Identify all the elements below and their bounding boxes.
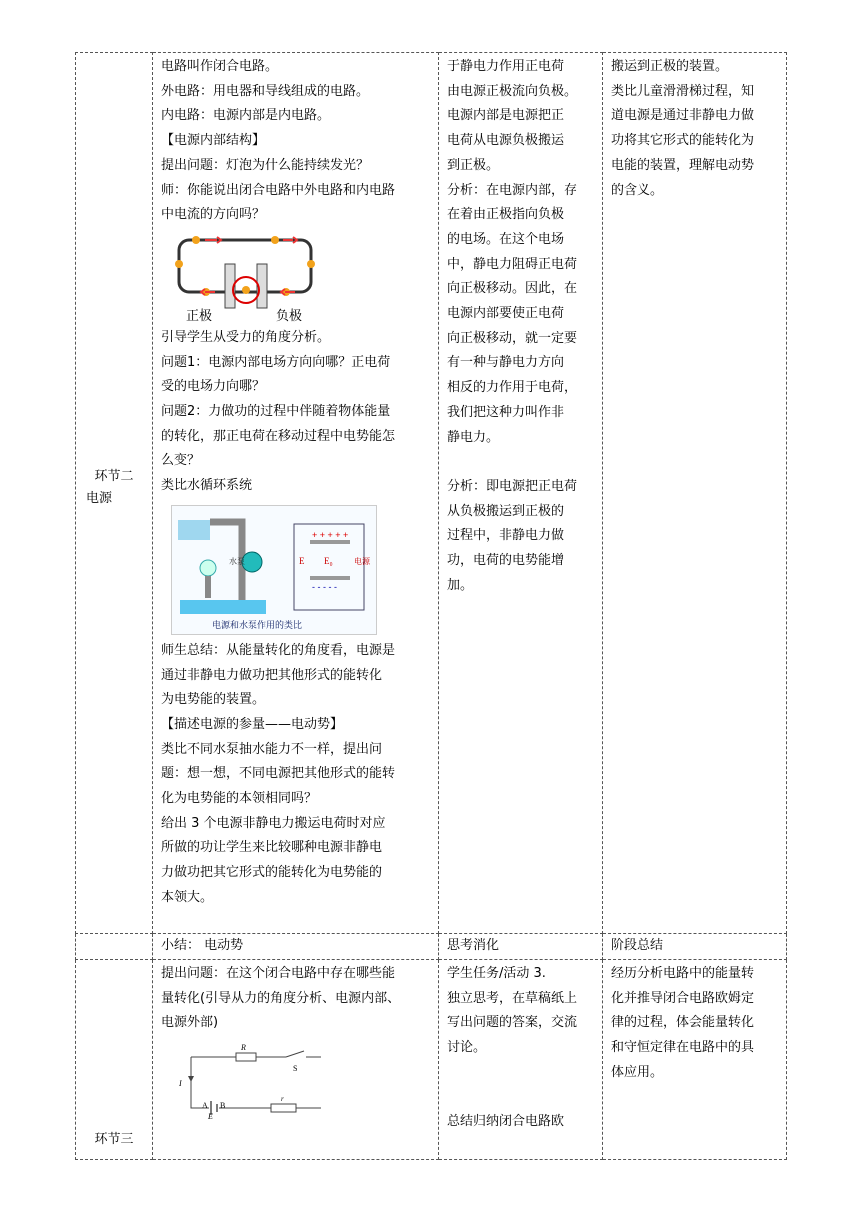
design-intent-cell [603,53,787,934]
student-line: 中，静电力阻碍正电荷 [447,256,578,272]
analogy-caption: 电源和水泵作用的类比 [212,619,303,630]
stage-label: 环节二 [94,469,134,484]
student-line: 在着由正极指向负极 [447,207,565,223]
student-line: 过程中，非静电力做 [447,528,565,544]
student-line: 学生任务/活动 3. [447,966,546,981]
stage-cell-2 [76,53,153,934]
student-line: 我们把这种力叫作非 [447,404,565,420]
teacher-line: 中电流的方向吗？ [161,207,266,223]
stage-cell-3 [76,960,153,1160]
intent-line: 和守恒定律在电路中的具 [611,1040,755,1056]
stage-summary-cell: 阶段总结 [603,934,787,960]
student-line: 电源内部是电源把正 [447,108,565,124]
teacher-line: 所做的功让学生来比较哪种电源非静电 [161,840,383,856]
teacher-line: 给出 3 个电源非静电力搬运电荷时对应 [161,815,386,831]
pump-label: 水泵 [229,556,245,566]
student-line: 相反的力作用于电荷， [447,380,578,396]
teacher-activity-cell [153,53,439,934]
teacher-line: 电源外部) [161,1015,219,1031]
teacher-line: 力做功把其它形式的能转化为电势能的 [161,865,383,881]
terminal-a-label: A [202,1101,208,1111]
teacher-text-c [161,639,432,911]
student-line: 向正极移动。因此，在 [447,281,578,297]
teacher-line: 外电路：用电器和导线组成的电路。 [161,83,370,99]
teacher-text-b [161,326,432,499]
field-e-label: E [299,555,305,566]
source-label: 电源 [354,556,370,566]
student-activity-cell-3 [439,960,603,1160]
teacher-line: 内电路：电源内部是内电路。 [161,108,331,124]
teacher-line: 师生总结：从能量转化的角度看，电源是 [161,642,396,658]
stage-label-3: 环节三 [94,1132,134,1148]
student-line: 分析：即电源把正电荷 [447,478,578,494]
intent-line: 的含义。 [611,182,664,198]
teacher-line: 师：你能说出闭合电路中外电路和内电路 [161,182,396,198]
student-line: 加。 [447,577,474,593]
student-line [447,450,596,475]
teacher-line: 通过非静电力做功把其他形式的能转化 [161,667,383,683]
student-line: 到正极。 [447,157,500,173]
student-line: 电源内部要使正电荷 [447,306,565,322]
student-line: 分析：在电源内部，存 [447,182,578,198]
emf-label: E [208,1112,213,1121]
intent-line: 体应用。 [611,1064,664,1080]
battery-circuit-figure [171,234,321,322]
teacher-line: 引导学生从受力的角度分析。 [161,329,331,345]
teacher-line: 提出问题：在这个闭合电路中存在哪些能 [161,966,396,981]
current-label: I [179,1079,182,1089]
intent-line: 电能的装置，理解电动势 [611,157,755,173]
student-tail-text: 总结归纳闭合电路欧 [447,1113,565,1129]
student-line: 从负极搬运到正极的 [447,503,565,519]
stage-cell-empty [76,934,153,960]
closed-circuit-figure [171,1042,321,1120]
teacher-line: 的转化，那正电荷在移动过程中电势能怎 [161,428,396,444]
student-line: 由电源正极流向负极。 [447,83,578,99]
teacher-line: 问题1：电源内部电场方向向哪？正电荷 [161,354,391,370]
intent-line: 搬运到正极的装置。 [611,59,729,74]
terminal-b-label: B [220,1101,226,1111]
student-line: 写出问题的答案，交流 [447,1015,578,1031]
teacher-line: 类比水循环系统 [161,478,253,494]
teacher-line: 为电势能的装置。 [161,692,266,708]
student-activity-cell [439,53,603,934]
svg-text:+ + + + +: + + + + + [312,529,349,540]
teacher-line: 提出问题：灯泡为什么能持续发光？ [161,157,370,173]
intent-line: 律的过程，体会能量转化 [611,1015,755,1031]
teacher-line: 量转化(引导从力的角度分析、电源内部、 [161,990,401,1006]
field-e0-label: E₀ [324,555,333,566]
digest-cell: 思考消化 [439,934,603,960]
summary-cell: 小结： 电动势 [153,934,439,960]
student-line: 电荷从电源负极搬运 [447,133,565,149]
intent-line: 经历分析电路中的能量转 [611,966,755,981]
lesson-plan-table [75,52,786,1160]
teacher-line: 化为电势能的本领相同吗？ [161,791,318,807]
student-line: 于静电力作用正电荷 [447,59,565,74]
intent-line: 类比儿童滑滑梯过程，知 [611,83,755,99]
teacher-line: 电路叫作闭合电路。 [161,59,279,74]
resistor-r-label: R [241,1043,246,1053]
teacher-line: 问题2：力做功的过程中伴随着物体能量 [161,404,391,420]
teacher-line: 类比不同水泵抽水能力不一样，提出问 [161,741,383,757]
student-line: 独立思考，在草稿纸上 [447,990,578,1006]
svg-text:- - - - -: - - - - - [312,581,337,592]
student-line: 讨论。 [447,1040,487,1056]
teacher-line: 【描述电源的参量——电动势】 [161,716,344,732]
intent-line: 道电源是通过非静电力做 [611,108,755,124]
positive-terminal-label: 正极 [186,307,213,322]
student-line: 有一种与静电力方向 [447,355,565,371]
student-line: 静电力。 [447,429,500,445]
teacher-activity-cell-3 [153,960,439,1160]
teacher-text-a [161,55,432,228]
teacher-line: 受的电场力向哪？ [161,379,266,395]
intent-line: 功将其它形式的能转化为 [611,133,755,149]
stage-subtitle: 电源 [86,491,113,506]
negative-terminal-label: 负极 [276,307,303,322]
teacher-line: 本领大。 [161,889,214,905]
teacher-line: 题：想一想，不同电源把其他形式的能转 [161,766,396,782]
water-pump-analogy-figure [171,505,377,635]
internal-r-label: r [281,1095,284,1104]
design-intent-cell-3 [603,960,787,1160]
student-line: 的电场。在这个电场 [447,231,565,247]
intent-line: 化并推导闭合电路欧姆定 [611,990,755,1006]
switch-label: S [293,1064,298,1074]
student-line: 功，电荷的电势能增 [447,553,565,569]
student-line: 向正极移动，就一定要 [447,330,578,346]
teacher-line: 么变？ [161,453,201,469]
teacher-line: 【电源内部结构】 [161,133,266,149]
